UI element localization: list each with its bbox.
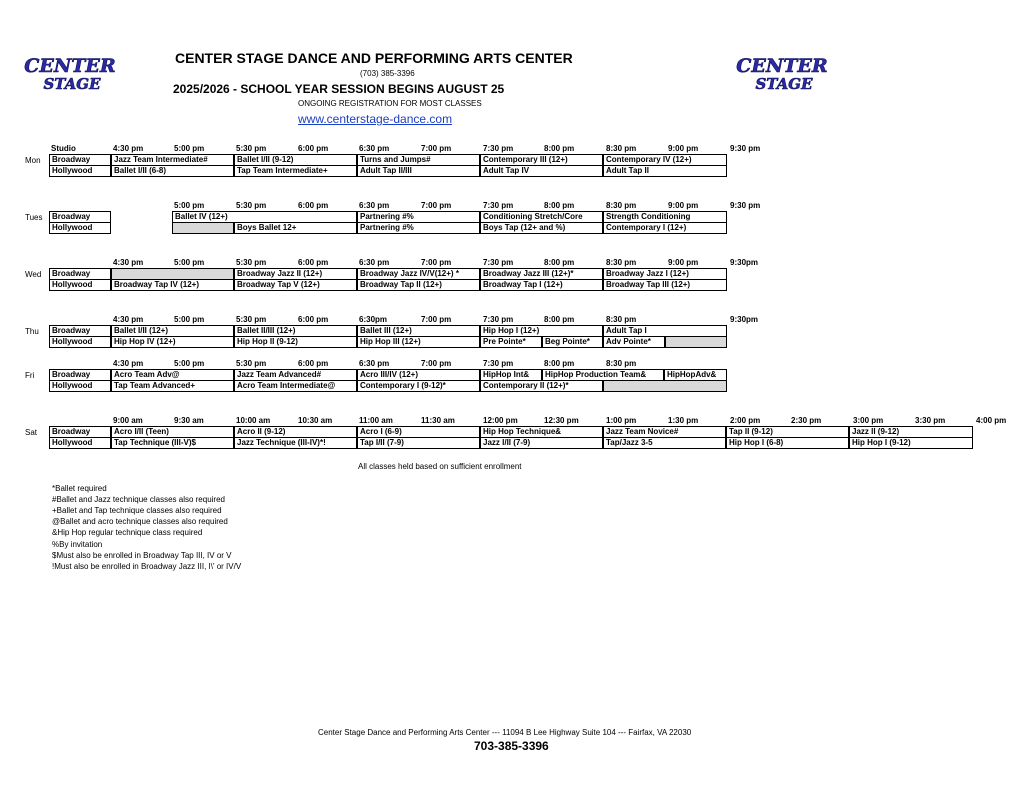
time-label: 9:30 pm — [730, 201, 761, 210]
class-cell: Partnering #% — [357, 222, 480, 234]
class-cell: Broadway Jazz IV/V(12+) * — [357, 268, 480, 280]
time-label: 7:30 pm — [483, 258, 514, 267]
class-cell: Strength Conditioning — [603, 211, 727, 223]
time-label: 9:00 pm — [668, 201, 699, 210]
session-title: 2025/2026 - SCHOOL YEAR SESSION BEGINS AUGUST 25 — [173, 82, 505, 96]
time-label: 8:00 pm — [544, 201, 575, 210]
class-cell: Tap/Jazz 3-5 — [603, 437, 726, 449]
time-label: 8:30 pm — [606, 359, 637, 368]
studio-broadway: Broadway — [49, 211, 111, 223]
class-cell: Partnering #% — [357, 211, 480, 223]
empty-slot — [603, 380, 727, 392]
studio-hollywood: Hollywood — [49, 165, 111, 177]
time-label: 2:30 pm — [791, 416, 822, 425]
class-cell: Broadway Jazz III (12+)* — [480, 268, 603, 280]
logo-word-2: STAGE — [755, 75, 813, 92]
class-cell: Broadway Tap III (12+) — [603, 279, 727, 291]
time-label: 9:00 pm — [668, 144, 699, 153]
time-label: 5:30 pm — [236, 144, 267, 153]
time-label: 7:30 pm — [483, 144, 514, 153]
time-label: 9:30 am — [174, 416, 204, 425]
time-label: 5:00 pm — [174, 201, 205, 210]
class-cell: Adult Tap II — [603, 165, 727, 177]
time-label: 11:00 am — [359, 416, 393, 425]
logo-word-2: STAGE — [43, 75, 101, 92]
time-label: 4:30 pm — [113, 315, 144, 324]
time-label: 7:30 pm — [483, 359, 514, 368]
time-label: 5:30 pm — [236, 315, 267, 324]
class-cell: Tap I/II (7-9) — [357, 437, 480, 449]
time-label: 10:00 am — [236, 416, 271, 425]
enrollment-note: All classes held based on sufficient enrollment — [358, 462, 522, 471]
time-label: 9:30pm — [730, 315, 759, 324]
class-cell: Contemporary II (12+)* — [480, 380, 603, 392]
time-label: 6:30 pm — [359, 144, 390, 153]
day-label-thu: Thu — [25, 327, 39, 336]
center-stage-logo-right — [736, 52, 828, 92]
class-cell: Ballet II/III (12+) — [234, 325, 357, 337]
time-label: 2:00 pm — [730, 416, 761, 425]
class-cell: Hip Hop I (12+) — [480, 325, 603, 337]
time-label: 7:00 pm — [421, 315, 452, 324]
class-cell: Jazz Team Intermediate# — [111, 154, 234, 166]
class-cell: Ballet I/II (9-12) — [234, 154, 357, 166]
header-phone: (703) 385-3396 — [360, 69, 415, 78]
footer-address: Center Stage Dance and Performing Arts Center --- 11094 B Lee Highway Suite 104 --- Fairfax, VA 22030 — [318, 728, 692, 737]
time-label: 3:30 pm — [915, 416, 946, 425]
studio-broadway: Broadway — [49, 369, 111, 381]
time-label: 6:00 pm — [298, 315, 329, 324]
time-label: 8:30 pm — [606, 144, 637, 153]
class-cell: Hip Hop I (6-8) — [726, 437, 849, 449]
website-link[interactable]: www.centerstage-dance.com — [298, 112, 453, 126]
class-cell: Ballet III (12+) — [357, 325, 480, 337]
time-label: 9:00 pm — [668, 258, 699, 267]
class-cell: Jazz II (9-12) — [849, 426, 973, 438]
class-cell: Adult Tap I — [603, 325, 727, 337]
time-label: 8:00 pm — [544, 144, 575, 153]
time-label: 7:00 pm — [421, 359, 452, 368]
registration-note: ONGOING REGISTRATION FOR MOST CLASSES — [298, 99, 482, 108]
class-cell: Ballet I/II (12+) — [111, 325, 234, 337]
class-cell: Boys Tap (12+ and %) — [480, 222, 603, 234]
studio-hollywood: Hollywood — [49, 222, 111, 234]
class-cell: Hip Hop III (12+) — [357, 336, 480, 348]
class-cell: Ballet IV (12+) — [172, 211, 357, 223]
class-cell: Adult Tap IV — [480, 165, 603, 177]
class-cell: HipHop Int& — [480, 369, 542, 381]
legend-item: !Must also be enrolled in Broadway Jazz III, I\' or IV/V — [52, 562, 242, 571]
class-cell: Contemporary III (12+) — [480, 154, 603, 166]
class-cell: Hip Hop Technique& — [480, 426, 603, 438]
time-label: 6:30pm — [359, 315, 388, 324]
time-label: 6:00 pm — [298, 258, 329, 267]
class-cell: Broadway Tap I (12+) — [480, 279, 603, 291]
class-cell: Contemporary I (12+) — [603, 222, 727, 234]
legend-item: %By invitation — [52, 540, 103, 549]
class-cell: Tap Team Intermediate+ — [234, 165, 357, 177]
class-cell: Broadway Jazz I (12+) — [603, 268, 727, 280]
class-cell: Boys Ballet 12+ — [234, 222, 357, 234]
class-cell: Jazz Team Novice# — [603, 426, 726, 438]
class-cell: Beg Pointe* — [542, 336, 603, 348]
day-label-sat: Sat — [25, 428, 38, 437]
class-cell: Hip Hop IV (12+) — [111, 336, 234, 348]
day-label-tues: Tues — [25, 213, 43, 222]
class-cell: Adult Tap II/III — [357, 165, 480, 177]
class-cell: Tap Technique (III-V)$ — [111, 437, 234, 449]
time-label: 8:00 pm — [544, 315, 575, 324]
page-title: CENTER STAGE DANCE AND PERFORMING ARTS CENTER — [175, 50, 573, 66]
studio-broadway: Broadway — [49, 268, 111, 280]
time-label: 7:00 pm — [421, 258, 452, 267]
class-cell: Contemporary I (9-12)* — [357, 380, 480, 392]
time-label: 8:30 pm — [606, 315, 637, 324]
studio-broadway: Broadway — [49, 154, 111, 166]
time-label: 8:30 pm — [606, 201, 637, 210]
class-cell: Jazz Technique (III-IV)*! — [234, 437, 357, 449]
class-cell: Acro III/IV (12+) — [357, 369, 480, 381]
time-label: 7:00 pm — [421, 144, 452, 153]
empty-slot — [172, 222, 234, 234]
studio-hollywood: Hollywood — [49, 279, 111, 291]
time-label: 1:00 pm — [606, 416, 637, 425]
time-label: 4:00 pm — [976, 416, 1007, 425]
class-cell: Acro Team Adv@ — [111, 369, 234, 381]
time-label: 5:30 pm — [236, 258, 267, 267]
time-label: 9:30 pm — [730, 144, 761, 153]
time-label: 6:30 pm — [359, 359, 390, 368]
time-label: 5:30 pm — [236, 201, 267, 210]
time-label: 6:30 pm — [359, 258, 390, 267]
time-label: 3:00 pm — [853, 416, 884, 425]
class-cell: Acro Team Intermediate@ — [234, 380, 357, 392]
time-label: 6:30 pm — [359, 201, 390, 210]
time-label: 6:00 pm — [298, 201, 329, 210]
time-label: 7:30 pm — [483, 315, 514, 324]
time-label: 7:30 pm — [483, 201, 514, 210]
class-cell: Broadway Tap IV (12+) — [111, 279, 234, 291]
class-cell: Acro II (9-12) — [234, 426, 357, 438]
footer-phone: 703-385-3396 — [474, 739, 549, 753]
studio-header: Studio — [51, 144, 76, 153]
time-label: 5:00 pm — [174, 258, 205, 267]
studio-hollywood: Hollywood — [49, 437, 111, 449]
legend-item: $Must also be enrolled in Broadway Tap III, IV or V — [52, 551, 232, 560]
legend-item: +Ballet and Tap technique classes also required — [52, 506, 222, 515]
class-cell: Tap II (9-12) — [726, 426, 849, 438]
class-cell: Tap Team Advanced+ — [111, 380, 234, 392]
class-cell: Hip Hop I (9-12) — [849, 437, 973, 449]
class-cell: Conditioning Stretch/Core — [480, 211, 603, 223]
time-label: 12:30 pm — [544, 416, 579, 425]
time-label: 4:30 pm — [113, 359, 144, 368]
class-cell: Hip Hop II (9-12) — [234, 336, 357, 348]
time-label: 5:00 pm — [174, 359, 205, 368]
time-label: 8:00 pm — [544, 359, 575, 368]
time-label: 1:30 pm — [668, 416, 699, 425]
class-cell: Broadway Tap V (12+) — [234, 279, 357, 291]
class-cell: Adv Pointe* — [603, 336, 665, 348]
time-label: 5:00 pm — [174, 144, 205, 153]
day-label-wed: Wed — [25, 270, 42, 279]
logo-word-1: CENTER — [24, 55, 116, 77]
time-label: 6:00 pm — [298, 144, 329, 153]
class-cell: Jazz I/II (7-9) — [480, 437, 603, 449]
class-cell: Jazz Team Advanced# — [234, 369, 357, 381]
time-label: 7:00 pm — [421, 201, 452, 210]
time-label: 4:30 pm — [113, 258, 144, 267]
studio-broadway: Broadway — [49, 426, 111, 438]
time-label: 8:00 pm — [544, 258, 575, 267]
center-stage-logo-left — [24, 52, 116, 92]
time-label: 9:00 am — [113, 416, 143, 425]
legend-item: *Ballet required — [52, 484, 107, 493]
day-label-mon: Mon — [25, 156, 41, 165]
logo-word-1: CENTER — [736, 55, 828, 77]
class-cell: Contemporary IV (12+) — [603, 154, 727, 166]
time-label: 5:30 pm — [236, 359, 267, 368]
legend-item: @Ballet and acro technique classes also required — [52, 517, 228, 526]
class-cell: HipHopAdv& — [664, 369, 727, 381]
class-cell: Pre Pointe* — [480, 336, 542, 348]
time-label: 8:30 pm — [606, 258, 637, 267]
time-label: 11:30 am — [421, 416, 455, 425]
class-cell: Broadway Jazz II (12+) — [234, 268, 357, 280]
class-cell: Acro I/II (Teen) — [111, 426, 234, 438]
time-label: 10:30 am — [298, 416, 333, 425]
studio-hollywood: Hollywood — [49, 336, 111, 348]
time-label: 9:30pm — [730, 258, 759, 267]
class-cell: Acro I (6-9) — [357, 426, 480, 438]
time-label: 6:00 pm — [298, 359, 329, 368]
time-label: 4:30 pm — [113, 144, 144, 153]
legend-item: &Hip Hop regular technique class required — [52, 528, 203, 537]
class-cell: Turns and Jumps# — [357, 154, 480, 166]
time-label: 5:00 pm — [174, 315, 205, 324]
class-cell: HipHop Production Team& — [542, 369, 664, 381]
legend-item: #Ballet and Jazz technique classes also required — [52, 495, 225, 504]
studio-broadway: Broadway — [49, 325, 111, 337]
studio-hollywood: Hollywood — [49, 380, 111, 392]
time-label: 12:00 pm — [483, 416, 518, 425]
class-cell: Ballet I/II (6-8) — [111, 165, 234, 177]
empty-slot — [665, 336, 727, 348]
class-cell: Broadway Tap II (12+) — [357, 279, 480, 291]
day-label-fri: Fri — [25, 371, 35, 380]
